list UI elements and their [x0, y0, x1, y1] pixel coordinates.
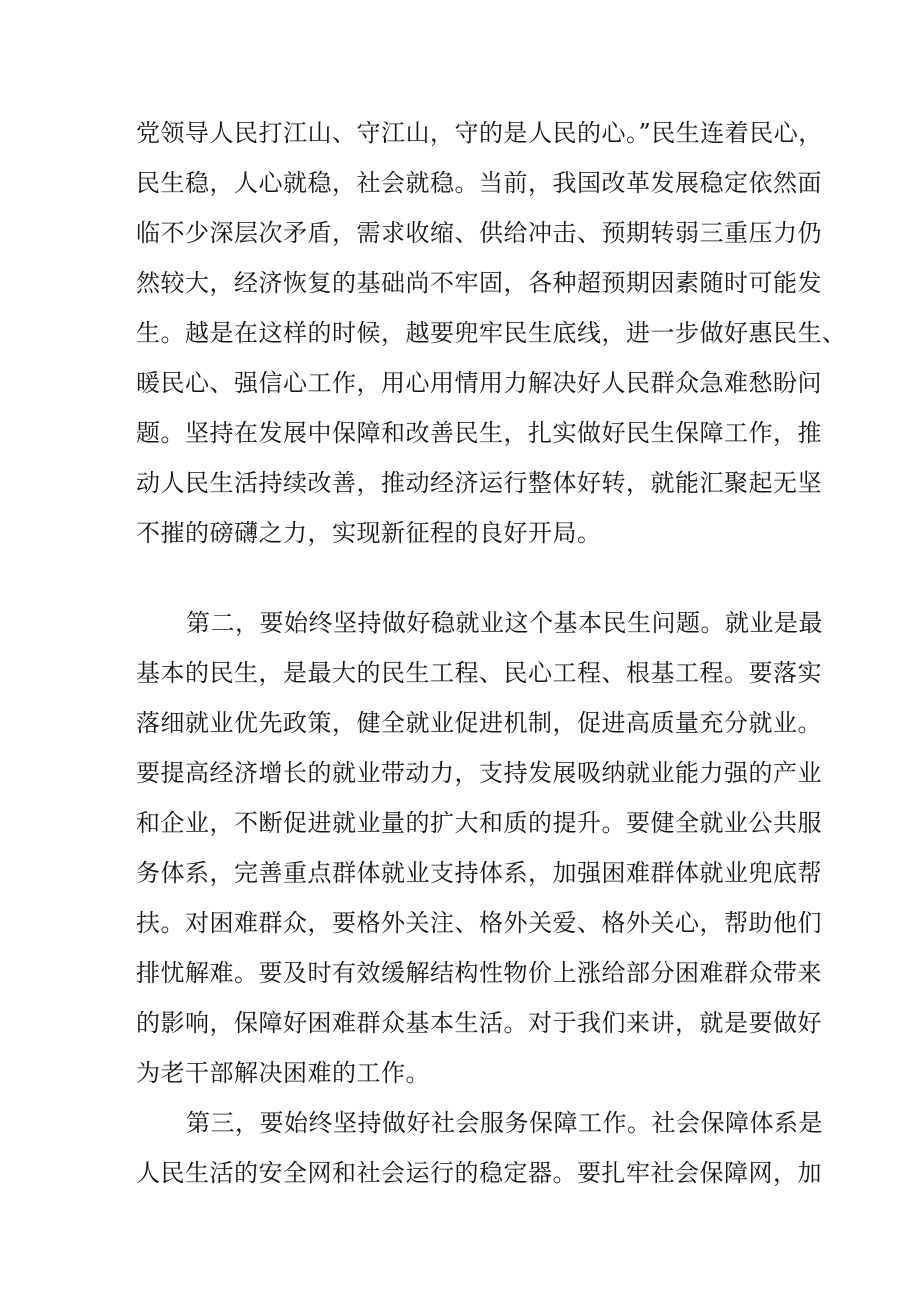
text-line: 人民生活的安全网和社会运行的稳定器。要扎牢社会保障网，加	[136, 1159, 822, 1187]
text-line: 第三，要始终坚持做好社会服务保障工作。社会保障体系是	[186, 1109, 823, 1137]
text-line: 然较大，经济恢复的基础尚不牢固，各种超预期因素随时可能发	[136, 269, 822, 297]
text-line: 的影响，保障好困难群众基本生活。对于我们来讲，就是要做好	[136, 1009, 822, 1037]
text-line: 民生稳，人心就稳，社会就稳。当前，我国改革发展稳定依然面	[136, 169, 822, 197]
text-line: 党领导人民打江山、守江山，守的是人民的心。”民生连着民心，	[136, 119, 823, 147]
text-line: 落细就业优先政策，健全就业促进机制，促进高质量充分就业。	[136, 709, 822, 737]
text-line: 第二，要始终坚持做好稳就业这个基本民生问题。就业是最	[186, 609, 823, 637]
text-line: 题。坚持在发展中保障和改善民生，扎实做好民生保障工作，推	[136, 419, 822, 447]
text-line: 务体系，完善重点群体就业支持体系，加强困难群体就业兜底帮	[136, 859, 822, 887]
text-line: 扶。对困难群众，要格外关注、格外关爱、格外关心，帮助他们	[136, 909, 822, 937]
text-line: 生。越是在这样的时候，越要兜牢民生底线，进一步做好惠民生、	[136, 319, 847, 347]
text-line: 为老干部解决困难的工作。	[136, 1059, 430, 1087]
text-line: 动人民生活持续改善，推动经济运行整体好转，就能汇聚起无坚	[136, 469, 822, 497]
text-line: 要提高经济增长的就业带动力，支持发展吸纳就业能力强的产业	[136, 759, 822, 787]
text-line: 不摧的磅礴之力，实现新征程的良好开局。	[136, 519, 602, 547]
text-line: 暖民心、强信心工作，用心用情用力解决好人民群众急难愁盼问	[136, 369, 822, 397]
text-line: 基本的民生，是最大的民生工程、民心工程、根基工程。要落实	[136, 659, 822, 687]
text-line: 排忧解难。要及时有效缓解结构性物价上涨给部分困难群众带来	[136, 959, 822, 987]
text-line: 和企业，不断促进就业量的扩大和质的提升。要健全就业公共服	[136, 809, 822, 837]
text-line: 临不少深层次矛盾，需求收缩、供给冲击、预期转弱三重压力仍	[136, 219, 822, 247]
